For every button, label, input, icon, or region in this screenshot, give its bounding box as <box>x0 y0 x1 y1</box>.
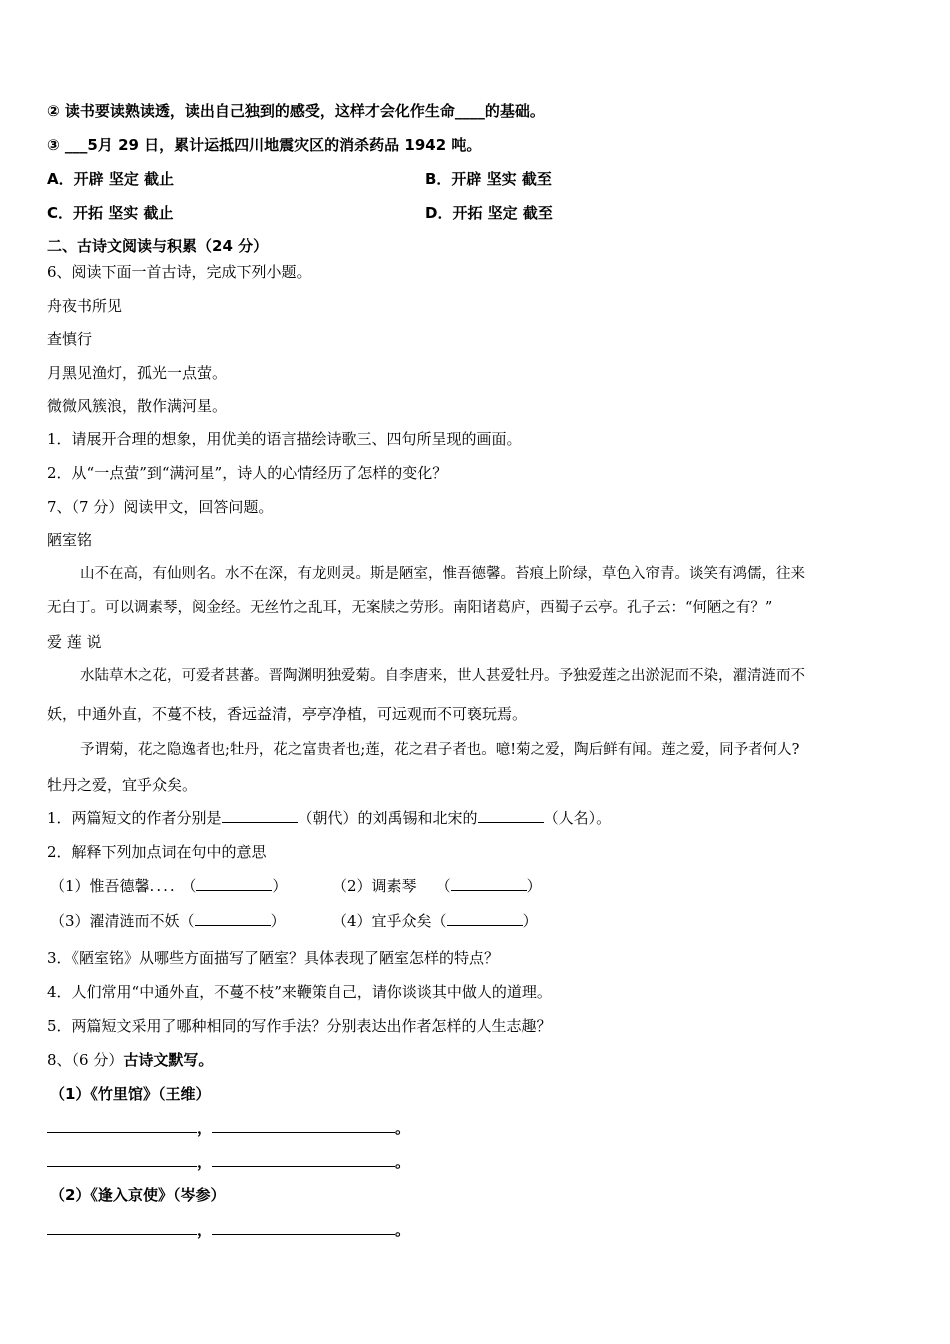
passage-1-line-2: 无白丁。可以调素琴，阅金经。无丝竹之乱耳，无案牍之劳形。南阳诸葛庐，西蜀子云亭。孔子云：“何陋之有？” <box>47 600 773 616</box>
word-2-group: （2）调素琴 （ ） <box>332 877 542 895</box>
word-1: （1）惟吾德馨 <box>50 877 150 895</box>
passage-2-line-1: 水陆草木之花，可爱者甚蕃。晋陶渊明独爱菊。自李唐来，世人甚爱牡丹。予独爱莲之出淤泥而不染，濯清涟而不 <box>80 668 805 684</box>
word-row-2: （3）濯清涟而不妖（ ） （4）宜乎众矣（ ） <box>50 912 538 930</box>
passage-title-2: 爱 莲 说 <box>47 633 102 651</box>
q6-intro: 6、阅读下面一首古诗，完成下列小题。 <box>47 263 312 281</box>
option-a: A．开辟 坚定 截止 <box>47 170 175 188</box>
answer-blank[interactable] <box>451 876 527 891</box>
answer-blank[interactable] <box>47 1220 197 1235</box>
answer-blank[interactable] <box>195 911 271 926</box>
q7-subquestion-2: 2．解释下列加点词在句中的意思 <box>47 843 267 861</box>
word-4-group: （4）宜乎众矣（ ） <box>332 912 538 930</box>
answer-blank[interactable] <box>196 876 272 891</box>
answer-blank[interactable] <box>47 1118 197 1133</box>
poem-author: 查慎行 <box>47 330 93 348</box>
q7-subquestion-3: 3．《陋室铭》从哪些方面描写了陋室？具体表现了陋室怎样的特点？ <box>47 949 500 967</box>
word-2: （2）调素琴 <box>332 877 417 895</box>
passage-3-line-1: 予谓菊，花之隐逸者也;牡丹，花之富贵者也;莲，花之君子者也。噫!菊之爱，陶后鲜有闻。莲之爱，同予者何人? <box>80 742 800 758</box>
q8-title: 古诗文默写。 <box>123 1051 214 1069</box>
option-d: D．开拓 坚定 截至 <box>425 204 553 222</box>
answer-blank[interactable] <box>212 1152 395 1167</box>
option-b: B．开辟 坚实 截至 <box>425 170 552 188</box>
option-c: C．开拓 坚实 截止 <box>47 204 174 222</box>
q8-part-1: （1）《竹里馆》（王维） <box>50 1085 211 1103</box>
word-4: （4）宜乎众矣 <box>332 912 432 930</box>
answer-blank[interactable] <box>47 1152 197 1167</box>
poem-title: 舟夜书所见 <box>47 297 123 315</box>
q8-intro: 8、（6 分）古诗文默写。 <box>47 1051 214 1069</box>
answer-blank[interactable] <box>212 1118 395 1133</box>
answer-line: ， 。 <box>47 1220 910 1240</box>
emphasis-dots: .... <box>149 877 177 895</box>
q5-item-2: ② 读书要读熟读透，读出自己独到的感受，这样才会化作生命____的基础。 <box>47 102 545 120</box>
section-title: 二、古诗文阅读与积累（24 分） <box>47 237 269 255</box>
passage-3-line-2: 牡丹之爱，宜乎众矣。 <box>47 776 198 794</box>
q7-subquestion-5: 5．两篇短文采用了哪种相同的写作手法？分别表达出作者怎样的人生志趣？ <box>47 1017 552 1035</box>
passage-2-line-2: 妖，中通外直，不蔓不枝，香远益清，亭亭净植，可远观而不可亵玩焉。 <box>47 705 528 723</box>
answer-line: ， 。 <box>47 1118 910 1138</box>
q7-subquestion-4: 4．人们常用“中通外直，不蔓不枝”来鞭策自己，请你谈谈其中做人的道理。 <box>47 983 552 1001</box>
poem-line-1: 月黑见渔灯，孤光一点萤。 <box>47 364 228 382</box>
passage-title-1: 陋室铭 <box>47 531 93 549</box>
q7-intro: 7、（7 分）阅读甲文，回答问题。 <box>47 498 274 516</box>
q6-subquestion-2: 2．从“一点萤”到“满河星”，诗人的心情经历了怎样的变化？ <box>47 464 448 482</box>
answer-blank[interactable] <box>447 911 523 926</box>
poem-line-2: 微微风簇浪，散作满河星。 <box>47 397 228 415</box>
q5-options-row-2 <box>47 203 910 223</box>
word-row-1: （1）惟吾德馨.... （ ） （2）调素琴 （ ） <box>50 877 542 895</box>
answer-line: ， 。 <box>47 1152 910 1172</box>
passage-1-line-1: 山不在高，有仙则名。水不在深，有龙则灵。斯是陋室，惟吾德馨。苔痕上阶绿，草色入帘青。谈笑有鸿儒，往来 <box>80 566 805 582</box>
answer-blank[interactable] <box>478 808 544 823</box>
answer-blank[interactable] <box>222 808 298 823</box>
word-3: （3）濯清涟而不妖 <box>50 912 180 930</box>
q5-options-row-1 <box>47 169 910 189</box>
q6-subquestion-1: 1．请展开合理的想象，用优美的语言描绘诗歌三、四句所呈现的画面。 <box>47 430 522 448</box>
q5-item-3: ③ ___5月 29 日，累计运抵四川地震灾区的消杀药品 1942 吨。 <box>47 136 482 154</box>
q8-part-2: （2）《逢入京使》（岑参） <box>50 1186 226 1204</box>
answer-blank[interactable] <box>212 1220 395 1235</box>
q7-subquestion-1: 1．两篇短文的作者分别是 （朝代）的刘禹锡和北宋的 （人名）。 <box>47 809 612 827</box>
